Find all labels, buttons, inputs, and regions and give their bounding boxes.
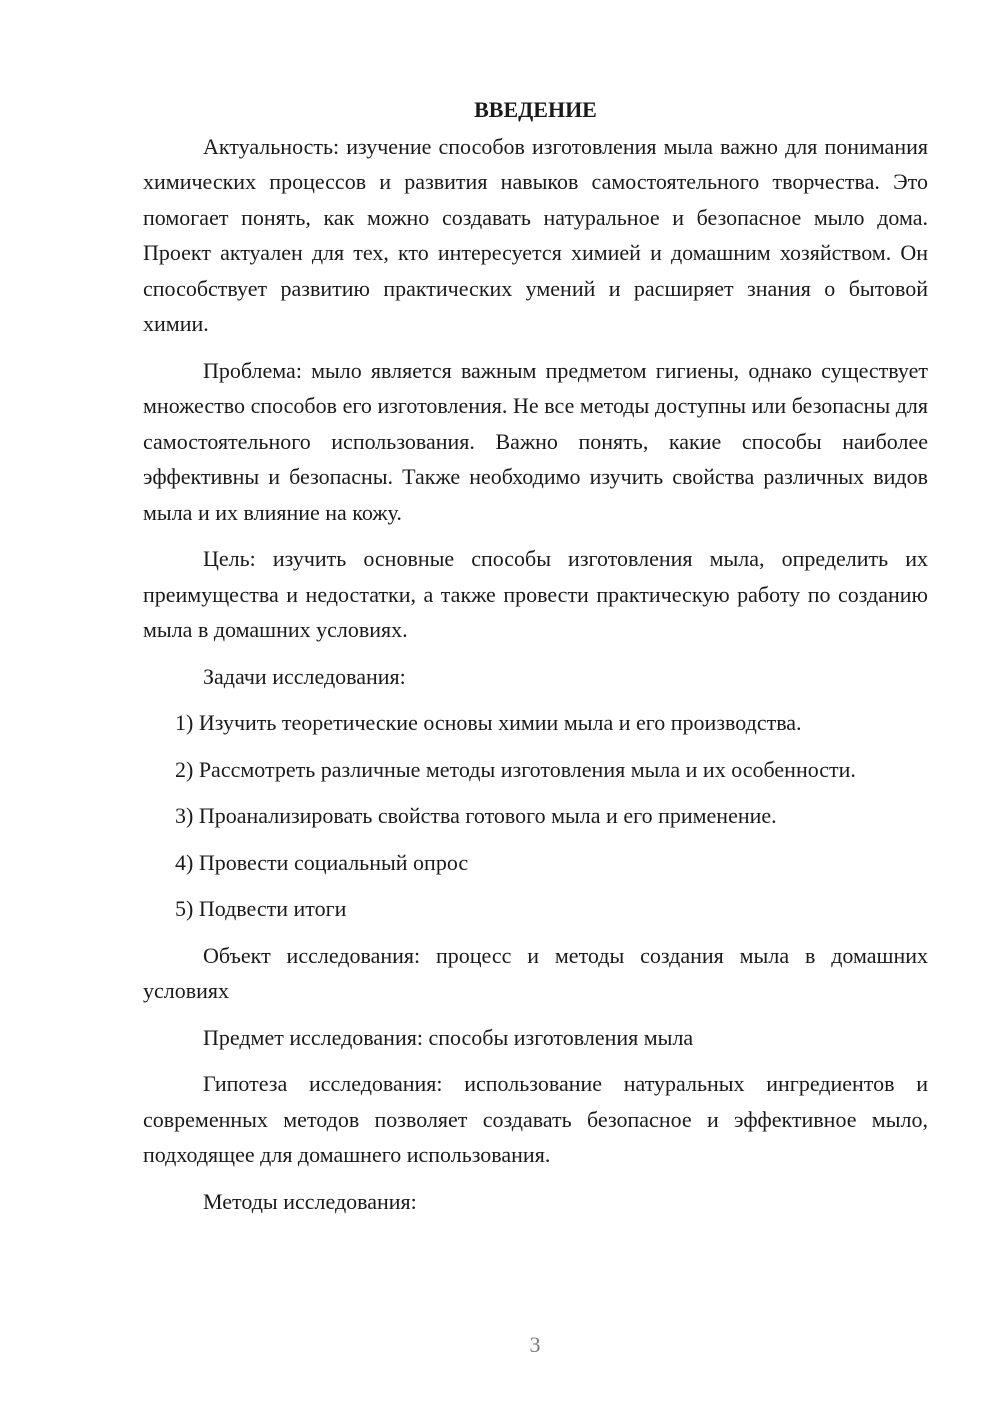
task-item-5: 5) Подвести итоги bbox=[175, 896, 347, 921]
task-item-2: 2) Рассмотреть различные методы изготовления мыла и их особенности. bbox=[175, 756, 856, 782]
methods-heading: Методы исследования: bbox=[203, 1188, 417, 1214]
tasks-heading: Задачи исследования: bbox=[203, 663, 406, 689]
task-item-3: 3) Проанализировать свойства готового мыла и его применение. bbox=[175, 803, 777, 828]
paragraph-object: Объект исследования: процесс и методы создания мыла в домашних условиях bbox=[143, 942, 928, 1003]
page-number: 3 bbox=[529, 1332, 541, 1357]
task-item-4: 4) Провести социальный опрос bbox=[175, 849, 469, 875]
paragraph-subject: Предмет исследования: способы изготовления мыла bbox=[203, 1024, 694, 1050]
task-item-1: 1) Изучить теоретические основы химии мыла и его производства. bbox=[175, 710, 802, 735]
paragraph-relevance: Актуальность: изучение способов изготовления мыла важно для понимания химических процессов и развития навыков самостоятельного творчества. Это помогает понять, как можно создавать натуральное и безопасное мыло дома. Проект актуален для тех, кто интересуется химией и домашним хозяйством. Он способствует развитию практических умений и расширяет знания о бытовой химии. bbox=[143, 133, 928, 336]
page-content bbox=[143, 92, 928, 1230]
paragraph-goal: Цель: изучить основные способы изготовления мыла, определить их преимущества и недостатки, а также провести практическую работу по созданию мыла в домашних условиях. bbox=[143, 546, 928, 642]
section-title: ВВЕДЕНИЕ bbox=[474, 97, 597, 122]
paragraph-problem: Проблема: мыло является важным предметом гигиены, однако существует множество способов его изготовления. Не все методы доступны или безопасны для самостоятельного использования. Важно понять, какие способы наиболее эффективны и безопасны. Также необходимо изучить свойства различных видов мыла и их влияние на кожу. bbox=[143, 357, 928, 525]
paragraph-hypothesis: Гипотеза исследования: использование натуральных ингредиентов и современных методов позволяет создавать безопасное и эффективное мыло, подходящее для домашнего использования. bbox=[143, 1071, 928, 1167]
